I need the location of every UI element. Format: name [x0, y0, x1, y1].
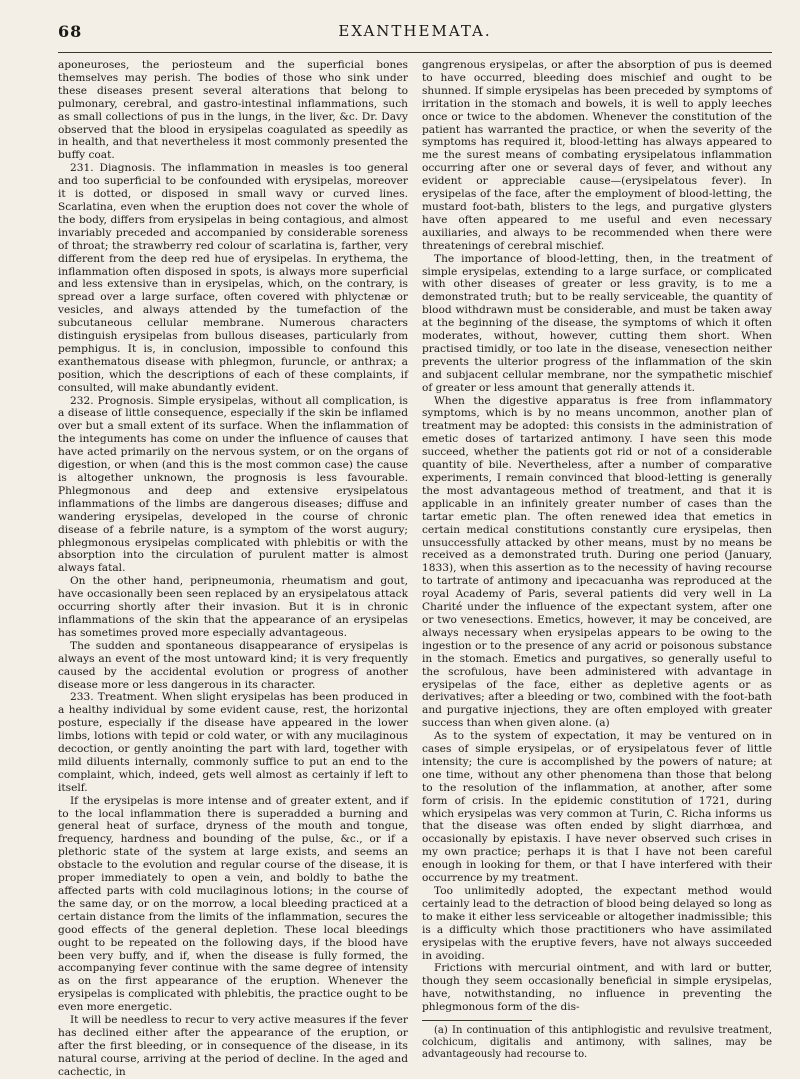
paragraph: The sudden and spontaneous disappearance of erysipelas is always an event of the most untoward kind; it is very frequently caused by the accidental evolution or progress of another disease more or less dangerous in its character.: [58, 639, 408, 691]
page-header: [58, 14, 772, 53]
paragraph: The importance of blood-letting, then, in the treatment of simple erysipelas, extending to a large surface, or complicated with other diseases of greater or less gravity, is to me a demonstrated truth; but to be really serviceable, the quantity of blood withdrawn must be considerable, and must be taken away at the beginning of the disease, the symptoms of which it often moderates, without, however, cutting them short. When practised timidly, or too late in the disease, venesection neither prevents the ulterior progress of the inflammation of the skin and subjacent cellular membrane, nor the sympathetic mischief of greater or less amount that generally attends it.: [422, 252, 772, 394]
footnote: (a) In continuation of this antiphlogistic and revulsive treatment, colchicum, digitalis and antimony, with salines, may be advantageously had recourse to.: [422, 1025, 772, 1061]
paragraph: Frictions with mercurial ointment, and with lard or butter, though they seem occasionally beneficial in simple erysipelas, have, notwithstanding, no influence in preventing the phlegmonous form of the dis-: [422, 962, 772, 1014]
paragraph: As to the system of expectation, it may be ventured on in cases of simple erysipelas, or of erysipelatous fever of little intensity; the cure is accomplished by the powers of nature; at one time, without any other phenomena than those that belong to the resolution of the inflammation, at another, after some form of crisis. In the epidemic constitution of 1721, during which erysipelas was very common at Turin, C. Richa informs us that the disease was often ended by slight diarrhœa, and occasionally by epistaxis. I have never observed such crises in my own practice; perhaps it is that I have not been careful enough in looking for them, or that I have interfered with their occurrence by my treatment.: [422, 730, 772, 885]
paragraph: It will be needless to recur to very active measures if the fever has declined either after the appearance of the eruption, or after the first bleeding, or in consequence of the disease, in its natural course, arriving at the period of decline. In the aged and cachectic, in: [58, 1014, 408, 1078]
footnote-divider: [422, 1020, 532, 1021]
paragraph: 233. Treatment. When slight erysipelas has been produced in a healthy individual by some evident cause, rest, the horizontal posture, especially if the disease have appeared in the lower limbs, lotions with tepid or cold water, or with any mucilaginous decoction, or gently anointing the part with lard, together with mild diluents internally, commonly suffice to put an end to the complaint, which, indeed, gets well almost as certainly if left to itself.: [58, 691, 408, 794]
paragraph: gangrenous erysipelas, or after the absorption of pus is deemed to have occurred, bleeding does mischief and ought to be shunned. If simple erysipelas has been preceded by symptoms of irritation in the stomach and bowels, it is well to apply leeches once or twice to the abdomen. Whenever the constitution of the patient has warranted the practice, or when the severity of the symptoms has required it, blood-letting has always appeared to me the surest means of combating erysipelatous inflammation occurring after one or several days of fever, and without any evident or appreciable cause—(erysipelatous fever). In erysipelas of the face, after the employment of blood-letting, the mustard foot-bath, blisters to the legs, and purgative glysters have often appeared to me useful and even necessary auxiliaries, and always to be recommended when there were threatenings of cerebral mischief.: [422, 59, 772, 252]
paragraph: When the digestive apparatus is free from inflammatory symptoms, which is by no means uncommon, another plan of treatment may be adopted: this consists in the administration of emetic doses of tartarized antimony. I have seen this mode succeed, whether the patients got rid or not of a considerable quantity of bile. Nevertheless, after a number of comparative experiments, I remain convinced that blood-letting is generally the most advantageous method of treatment, and that it is applicable in an infinitely greater number of cases than the tartar emetic plan. The often renewed idea that emetics in certain medical constitutions constantly cure erysipelas, then unsuccessfully attacked by other means, must by no means be received as a demonstrated truth. During one period (January, 1833), when this assertion as to the necessity of having recourse to tartrate of antimony and ipecacuanha was reproduced at the royal Academy of Paris, several patients did very well in La Charité under the influence of the expectant system, after one or two venesections. Emetics, however, it may be conceived, are always necessary when erysipelas appears to be owing to the ingestion or to the presence of any acrid or poisonous substance in the stomach. Emetics and purgatives, so generally useful to the scrofulous, have been administered with advantage in erysipelas of the face, either as depletive agents or as derivatives; after a bleeding or two, combined with the foot-bath and purgative injections, they are often employed with greater success than when given alone. (a): [422, 394, 772, 730]
text-columns: [58, 59, 772, 1079]
paragraph: aponeuroses, the periosteum and the superficial bones themselves may perish. The bodies of those who sink under these diseases present several alterations that belong to pulmonary, cerebral, and gastro-intestinal inflammations, such as small collections of pus in the lungs, in the liver, &c. Dr. Davy observed that the blood in erysipelas coagulated as speedily as in health, and that nevertheless it most commonly presented the buffy coat.: [58, 59, 408, 162]
right-column: [422, 59, 772, 1079]
paragraph: 232. Prognosis. Simple erysipelas, without all complication, is a disease of little consequence, especially if the skin be inflamed over but a small extent of its surface. When the inflammation of the integuments has come on under the influence of causes that have acted primarily on the nervous system, or on the organs of digestion, or when (and this is the most common case) the cause is altogether unknown, the prognosis is less favourable. Phlegmonous and deep and extensive erysipelatous inflammations of the limbs are dangerous diseases; diffuse and wandering erysipelas, developed in the course of chronic disease of a febrile nature, is a symptom of the worst augury; phlegmonous erysipelas complicated with phlebitis or with the absorption into the circulation of purulent matter is almost always fatal.: [58, 394, 408, 575]
running-head: EXANTHEMATA.: [338, 22, 492, 40]
page-number: 68: [58, 22, 83, 41]
paragraph: On the other hand, peripneumonia, rheumatism and gout, have occasionally been seen replaced by an erysipelatous attack occurring shortly after their invasion. But it is in chronic inflammations of the skin that the appearance of an erysipelas has sometimes proved more especially advantageous.: [58, 575, 408, 639]
paragraph: 231. Diagnosis. The inflammation in measles is too general and too superficial to be confounded with erysipelas, moreover it is dotted, or disposed in small wavy or curved lines. Scarlatina, even when the eruption does not cover the whole of the body, differs from erysipelas in being contagious, and almost invariably preceded and accompanied by considerable soreness of throat; the strawberry red colour of scarlatina is, farther, very different from the deep red hue of erysipelas. In erythema, the inflammation often disposed in spots, is always more superficial and less extensive than in erysipelas, which, on the contrary, is spread over a large surface, often covered with phlyctenæ or vesicles, and always attended by the tumefaction of the subcutaneous cellular membrane. Numerous characters distinguish erysipelas from bullous diseases, particularly from pemphigus. It is, in conclusion, impossible to confound this exanthematous disease with phlegmon, furuncle, or anthrax; a position, which the descriptions of each of these complaints, if consulted, will make abundantly evident.: [58, 162, 408, 394]
paragraph: Too unlimitedly adopted, the expectant method would certainly lead to the detraction of blood being delayed so long as to make it either less serviceable or altogether inadmissible; this is a difficulty which those practitioners who have assimilated erysipelas with the eruptive fevers, have not always succeeded in avoiding.: [422, 885, 772, 962]
left-column: [58, 59, 408, 1079]
paragraph: If the erysipelas is more intense and of greater extent, and if to the local inflammation there is superadded a burning and general heat of surface, dryness of the mouth and tongue, frequency, hardness and bounding of the pulse, &c., or if a plethoric state of the system at large exists, and seems an obstacle to the evolution and regular course of the disease, it is proper immediately to open a vein, and boldly to bathe the affected parts with cold mucilaginous lotions; in the course of the same day, or on the morrow, a local bleeding practiced at a certain distance from the limits of the inflammation, secures the good effects of the general depletion. These local bleedings ought to be repeated on the following days, if the blood have been very buffy, and if, when the disease is fully formed, the accompanying fever continue with the same degree of intensity as on the first appearance of the eruption. Whenever the erysipelas is complicated with phlebitis, the practice ought to be even more energetic.: [58, 794, 408, 1014]
